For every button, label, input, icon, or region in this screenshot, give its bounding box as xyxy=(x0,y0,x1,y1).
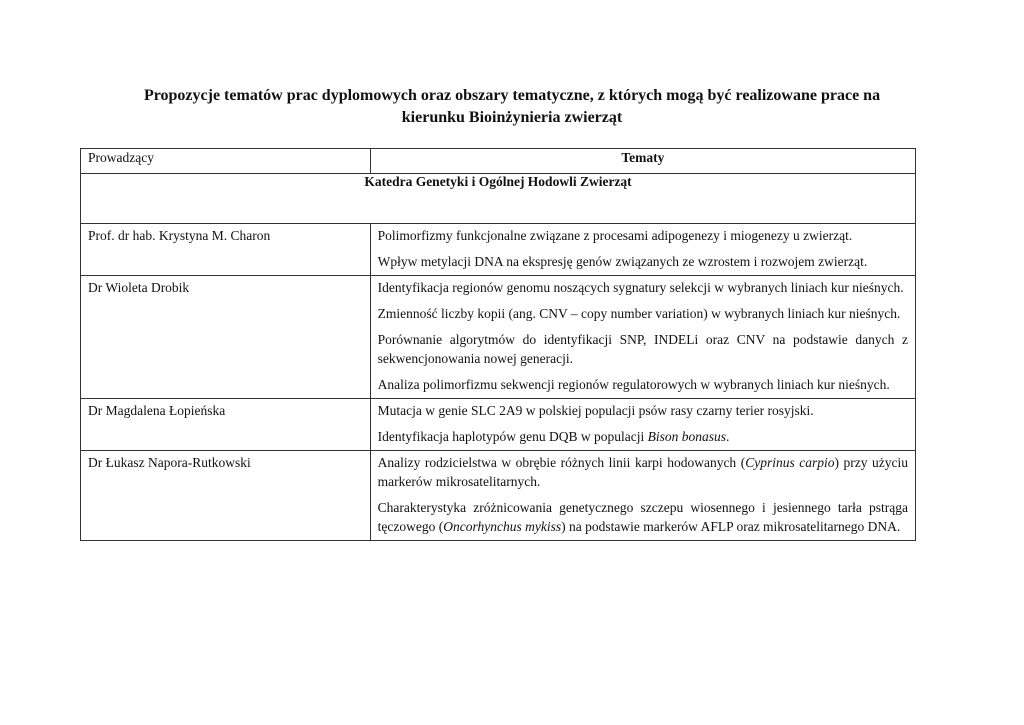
department-row xyxy=(81,174,916,224)
topic-item: Analiza polimorfizmu sekwencji regionów regulatorowych w wybranych liniach kur nieśnych. xyxy=(377,377,890,392)
supervisor-name: Dr Wioleta Drobik xyxy=(81,276,371,399)
header-row xyxy=(81,149,916,174)
topic-item: Identyfikacja haplotypów genu DQB w populacji Bison bonasus. xyxy=(377,429,730,444)
title-line-2: kierunku Bioinżynieria zwierząt xyxy=(401,109,623,126)
table-row xyxy=(81,224,916,276)
topics-list xyxy=(370,224,915,276)
topic-item: Zmienność liczby kopii (ang. CNV – copy number variation) w wybranych liniach kur nieśnych. xyxy=(377,306,901,321)
department-name: Katedra Genetyki i Ogólnej Hodowli Zwierząt xyxy=(81,174,916,224)
species-name: Bison bonasus xyxy=(647,429,726,444)
supervisor-name: Prof. dr hab. Krystyna M. Charon xyxy=(81,224,371,276)
table-row xyxy=(81,399,916,451)
topic-item: Identyfikacja regionów genomu noszących sygnatury selekcji w wybranych liniach kur nieśnych. xyxy=(377,280,904,295)
supervisor-name: Dr Magdalena Łopieńska xyxy=(81,399,371,451)
topic-item: Wpływ metylacji DNA na ekspresję genów związanych ze wzrostem i rozwojem zwierząt. xyxy=(377,254,868,269)
table-row xyxy=(81,451,916,541)
topic-item: Analizy rodzicielstwa w obrębie różnych linii karpi hodowanych (Cyprinus carpio) przy użyciu markerów mikrosatelitarnych. xyxy=(377,455,908,489)
species-name: Cyprinus carpio xyxy=(745,455,835,470)
topics-list xyxy=(370,276,915,399)
header-topics: Tematy xyxy=(370,149,915,174)
topic-item: Charakterystyka zróżnicowania genetycznego szczepu wiosennego i jesiennego tarła pstrąga tęczowego (Oncorhynchus mykiss) na podstawie markerów AFLP oraz mikrosatelitarnego DNA. xyxy=(377,500,908,534)
topics-list xyxy=(370,399,915,451)
document-title xyxy=(60,85,964,129)
supervisor-name: Dr Łukasz Napora-Rutkowski xyxy=(81,451,371,541)
title-line-1: Propozycje tematów prac dyplomowych oraz obszary tematyczne, z których mogą być realizowane prace na xyxy=(143,87,881,104)
table-row xyxy=(81,276,916,399)
header-supervisor: Prowadzący xyxy=(81,149,371,174)
species-name: Oncorhynchus mykiss xyxy=(443,519,562,534)
topic-item: Porównanie algorytmów do identyfikacji SNP, INDELi oraz CNV na podstawie danych z sekwencjonowania nowej generacji. xyxy=(377,332,908,366)
topics-table xyxy=(80,148,916,541)
topics-list xyxy=(370,451,915,541)
topic-item: Mutacja w genie SLC 2A9 w polskiej populacji psów rasy czarny terier rosyjski. xyxy=(377,403,814,418)
topic-item: Polimorfizmy funkcjonalne związane z procesami adipogenezy i miogenezy u zwierząt. xyxy=(377,228,853,243)
